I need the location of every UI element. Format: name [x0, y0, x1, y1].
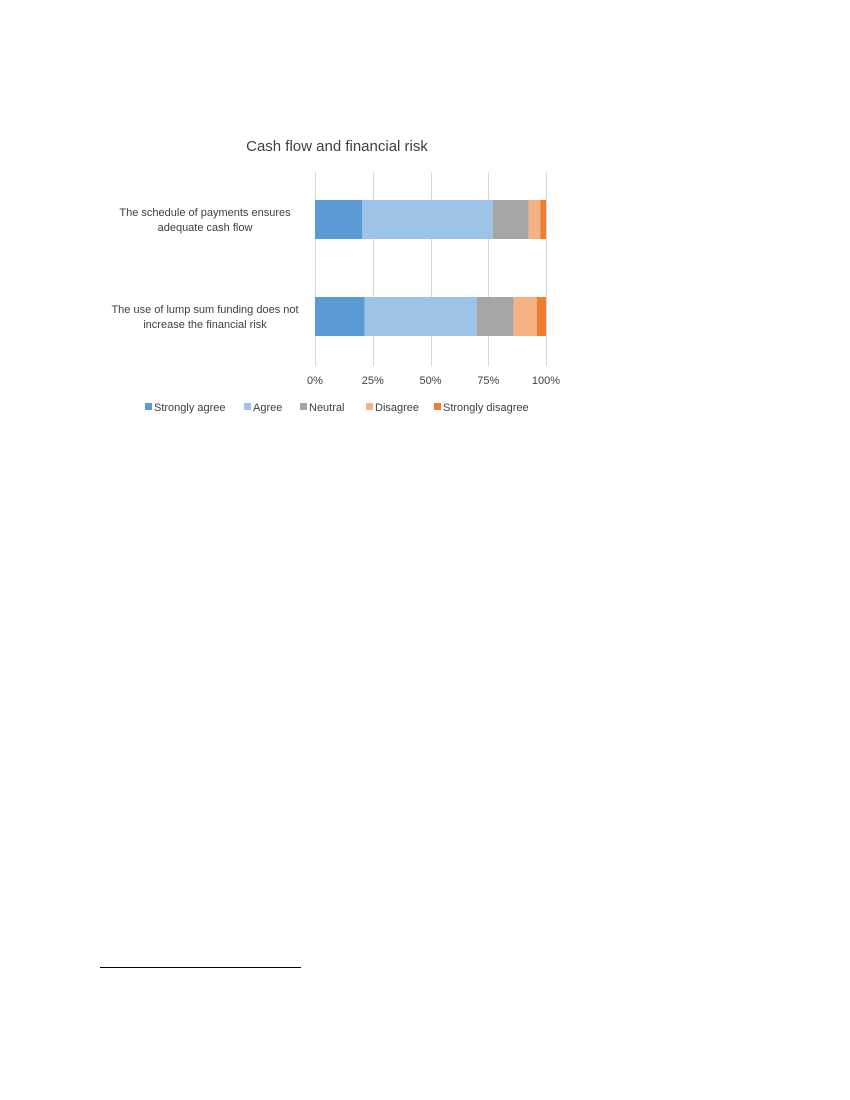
- legend-label-disagree: Disagree: [375, 402, 420, 414]
- bar-segment-disagree-1: [529, 200, 541, 239]
- x-tick-label: 75%: [477, 375, 500, 387]
- bar-segment-strongly-agree-2: [315, 297, 365, 336]
- category-label: adequate cash flow: [157, 222, 253, 234]
- footnote-separator: [100, 967, 301, 968]
- legend-label-strongly-agree: Strongly agree: [154, 402, 226, 414]
- x-tick-label: 100%: [531, 375, 561, 387]
- chart-title: Cash flow and financial risk: [246, 138, 428, 155]
- x-tick-label: 0%: [307, 375, 323, 387]
- bar-segment-disagree-2: [514, 297, 537, 336]
- category-label: The schedule of payments ensures: [119, 207, 291, 219]
- category-label: increase the financial risk: [143, 319, 267, 331]
- category-labels: [111, 207, 298, 331]
- legend-swatch-agree: [244, 403, 251, 410]
- legend-swatch-disagree: [366, 403, 373, 410]
- bar-segment-neutral-2: [477, 297, 514, 336]
- legend-label-agree: Agree: [253, 402, 283, 414]
- legend: [145, 402, 529, 414]
- x-tick-label: 50%: [419, 375, 442, 387]
- legend-label-neutral: Neutral: [309, 402, 345, 414]
- bar-segment-agree-1: [362, 200, 493, 239]
- bar-segment-strongly-disagree-2: [537, 297, 546, 336]
- bar-segment-strongly-agree-1: [315, 200, 362, 239]
- legend-swatch-neutral: [300, 403, 307, 410]
- legend-swatch-strongly-agree: [145, 403, 152, 410]
- x-tick-label: 25%: [361, 375, 384, 387]
- legend-swatch-strongly-disagree: [434, 403, 441, 410]
- bar-segment-strongly-disagree-1: [540, 200, 546, 239]
- bars: [315, 200, 546, 336]
- category-label: The use of lump sum funding does not: [111, 304, 299, 316]
- x-axis-ticks: [307, 375, 560, 387]
- legend-label-strongly-disagree: Strongly disagree: [443, 402, 529, 414]
- bar-segment-agree-2: [365, 297, 477, 336]
- bar-segment-neutral-1: [493, 200, 529, 239]
